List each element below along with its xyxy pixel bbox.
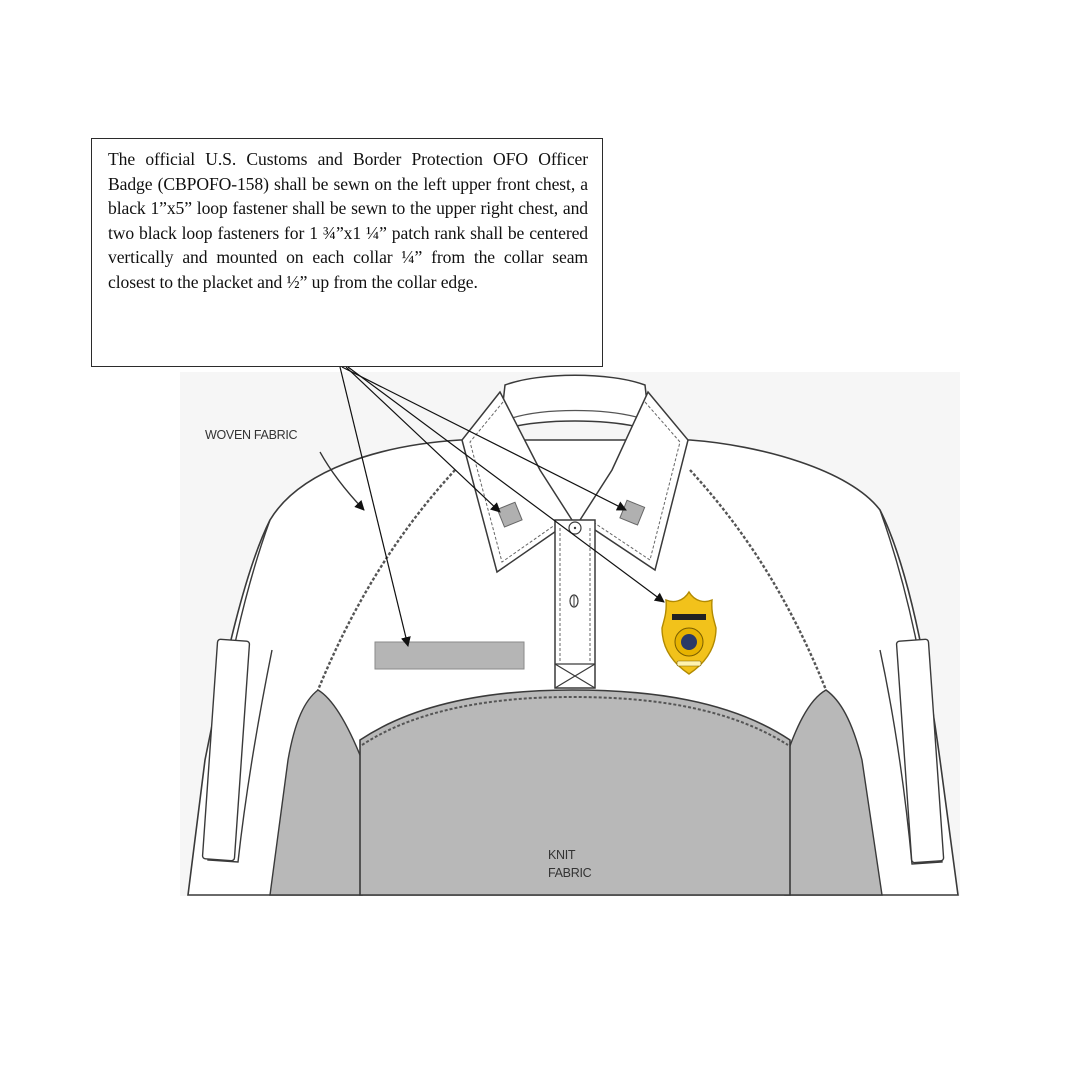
knit-fabric-label-line2: FABRIC	[548, 866, 592, 880]
specification-note-text: The official U.S. Customs and Border Protection OFO Officer Badge (CBPOFO-158) shall be sewn on the left upper front chest, a black 1”x5” loop fastener shall be sewn to the upper right chest, and two black loop fasteners for 1 ¾”x1 ¼” patch rank shall be centered vertically and mounted on each collar ¼” from the collar seam closest to the placket and ½” up from the collar edge.	[108, 149, 588, 292]
chest-loop-fastener	[375, 642, 524, 669]
placket-button-icon	[570, 595, 578, 607]
woven-fabric-label: WOVEN FABRIC	[205, 428, 298, 442]
specification-note	[91, 138, 603, 367]
knit-fabric-label-line1: KNIT	[548, 848, 576, 862]
